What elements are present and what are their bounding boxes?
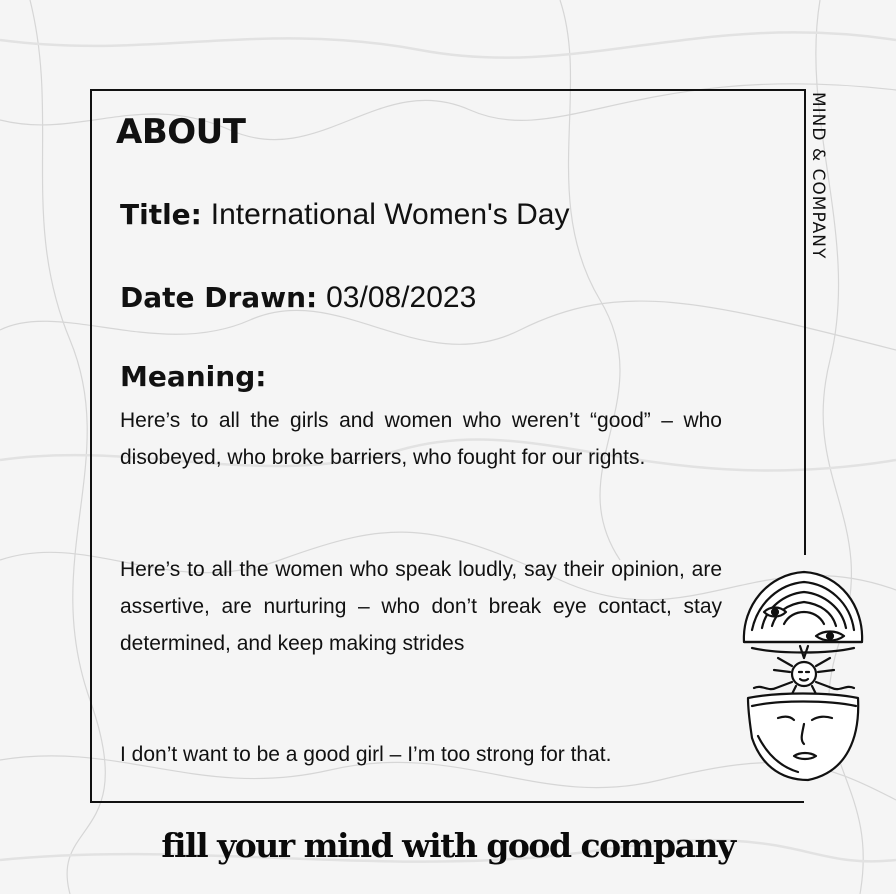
date-field — [120, 281, 476, 315]
frame-bottom-edge — [90, 801, 804, 803]
meaning-paragraph-1: Here’s to all the girls and women who weren’t “good” – who disobeyed, who broke barriers, who fought for our rights. — [120, 409, 722, 469]
title-label: Title: — [120, 198, 202, 231]
frame-right-edge — [804, 89, 806, 555]
title-value: International Women's Day — [210, 198, 570, 231]
date-value: 03/08/2023 — [326, 281, 477, 314]
tagline: fill your mind with good company — [161, 826, 735, 865]
date-label: Date Drawn: — [120, 281, 318, 314]
meaning-heading: Meaning: — [120, 360, 267, 393]
meaning-paragraph-2: Here’s to all the women who speak loudly, say their opinion, are assertive, are nurturing – who don’t break eye contact, stay determined, and keep making strides — [120, 558, 722, 655]
title-field — [120, 198, 569, 232]
brand-side-label: MIND & COMPANY — [808, 92, 828, 260]
meaning-paragraph-3: I don’t want to be a good girl – I’m too strong for that. — [120, 743, 612, 766]
open-head-sun-illustration — [738, 566, 868, 784]
about-heading: ABOUT — [116, 112, 246, 152]
